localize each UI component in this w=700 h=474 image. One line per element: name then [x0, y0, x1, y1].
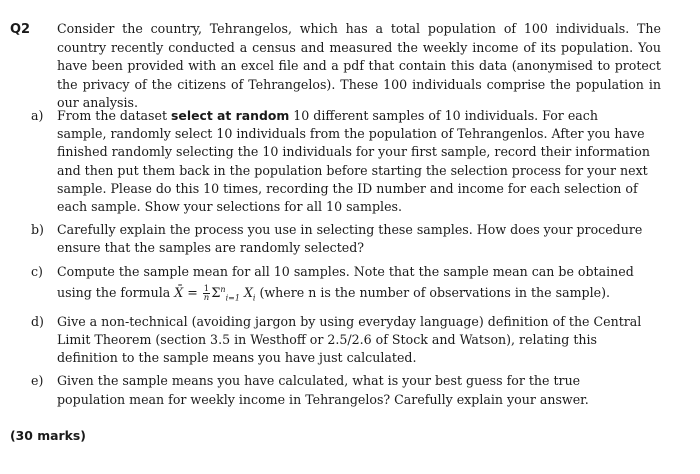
- part-d: [31, 313, 651, 368]
- question-parts: [31, 107, 651, 414]
- formula-sum-upper: n: [220, 284, 226, 294]
- formula-lhs: X̄: [174, 285, 184, 301]
- question-intro: Consider the country, Tehrangelos, which has a total population of 100 individuals. The country recently conducted a census and measured the weekly income of its population. You have been provided with an excel file and a pdf that contain this data (anonymised to protect the privacy of the citizens of Tehrangelos). These 100 individuals comprise the population in our analysis.: [57, 21, 661, 110]
- part-c: [31, 263, 651, 308]
- part-letter: c): [31, 263, 43, 279]
- formula-fraction-numerator: 1: [203, 284, 210, 295]
- part-b-text: Carefully explain the process you use in selecting these samples. How does your procedure ensure that the samples are randomly selected?: [57, 222, 643, 256]
- part-a: [31, 107, 651, 216]
- formula-sum-lower: i=1: [225, 293, 240, 303]
- part-letter: e): [31, 373, 44, 389]
- formula-fraction: [203, 285, 210, 302]
- formula-fraction-denominator: n: [203, 293, 210, 304]
- part-c-text-lead: Compute the sample mean for all 10 samples. Note that the sample mean can be obtained using the formula: [57, 263, 634, 301]
- part-d-text: Give a non-technical (avoiding jargon by using everyday language) definition of the Central Limit Theorem (section 3.5 in Westhoff or 2.5/2.6 of Stock and Watson), relating this definition to the sample means you have just calculated.: [57, 313, 642, 366]
- part-c-text-rest: (where n is the number of observations in the sample).: [255, 285, 610, 301]
- part-c-text: [57, 263, 651, 308]
- part-a-text-rest: 10 different samples of 10 individuals. For each sample, randomly select 10 individuals from the population of Tehrangenlos. After you have finished randomly selecting the 10 individuals for your first sample, record their information and then put them back in the population before starting the selection process for your next sample. Please do this 10 times, recording the ID number and income for each selection of each sample. Show your selections for all 10 samples.: [57, 108, 650, 215]
- part-b: [31, 221, 651, 257]
- part-letter: d): [31, 313, 44, 329]
- marks-label: (30 marks): [10, 428, 86, 443]
- sample-mean-formula: [174, 284, 256, 304]
- formula-term: X: [239, 285, 253, 301]
- formula-term-index: i: [252, 293, 256, 303]
- part-e-text: Given the sample means you have calculated, what is your best guess for the true population mean for weekly income in Tehrangelos? Carefully explain your answer.: [57, 373, 589, 407]
- part-a-text-lead: From the dataset: [57, 108, 172, 123]
- part-e: [31, 372, 651, 408]
- question-number: Q2: [10, 22, 31, 37]
- formula-equals: =: [183, 285, 202, 301]
- part-letter: b): [31, 222, 44, 238]
- emphasis-select-at-random: select at random: [171, 108, 290, 123]
- formula-sum-symbol: Σ: [211, 286, 221, 302]
- part-letter: a): [31, 108, 44, 123]
- part-a-text: [57, 107, 651, 216]
